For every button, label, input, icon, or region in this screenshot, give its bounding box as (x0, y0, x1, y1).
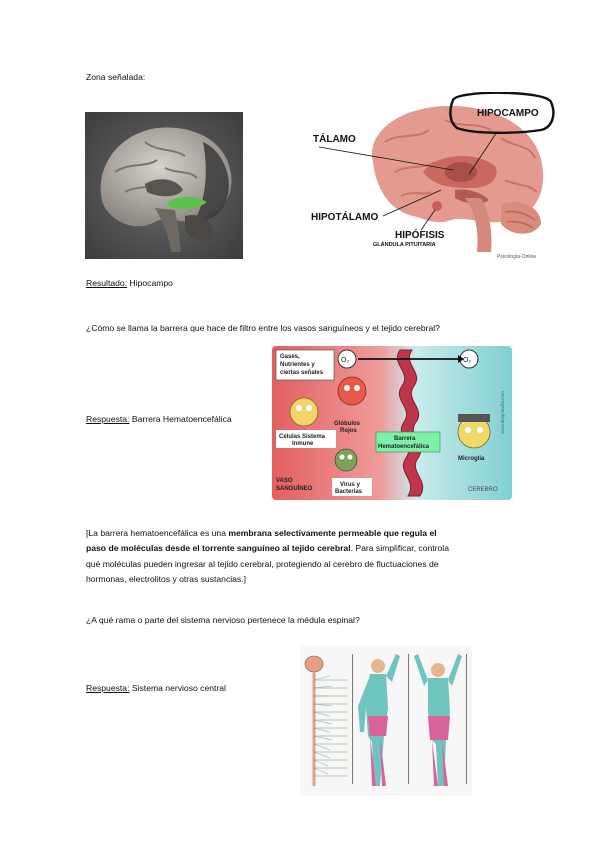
result-value: Hipocampo (127, 278, 173, 288)
para-l2b: . Para simplificar, controla (350, 543, 449, 554)
bbb-vaso-1: VASO (276, 478, 293, 484)
para-l4: hormonas, electrolitos y otras sustancias.] (86, 573, 247, 584)
brain-3d-image (85, 112, 243, 259)
brain-anatomy-diagram (305, 92, 555, 262)
bbb-celulas-2: Inmune (292, 441, 314, 447)
answer-2-label: Respuesta: (86, 683, 130, 693)
bbb-globulos-1: Glóbulos (334, 421, 360, 427)
answer-1-label: Respuesta: (86, 414, 130, 424)
bbb-globulos-2: Rojos (340, 428, 357, 434)
result-line (86, 278, 173, 288)
bbb-barrera-1: Barrera (394, 436, 416, 442)
para-l3: qué moléculas pueden ingresar al tejido cerebral, protegiendo al cerebro de fluctuaciones de (86, 558, 439, 569)
answer-2 (86, 683, 226, 693)
bbb-diagram (272, 346, 512, 500)
explanation-paragraph (86, 526, 449, 587)
label-hipocampo: HIPOCAMPO (477, 108, 539, 119)
label-talamo: TÁLAMO (313, 134, 356, 145)
bbb-virus-2: Bacterias (335, 489, 363, 495)
bbb-barrera-2: Hematoencefálica (378, 444, 430, 450)
bbb-vaso-2: SANGUÍNEO (276, 486, 313, 492)
bbb-celulas-1: Células Sistema (279, 434, 326, 440)
brain-watermark: Psicología-Online (497, 254, 537, 260)
bbb-virus-1: Virus y (340, 482, 360, 488)
para-l1b: membrana selectivamente permeable que regula el (228, 528, 437, 538)
dermatome-diagram (300, 646, 472, 796)
bbb-gases-2: Nutrientes y (280, 362, 315, 368)
label-glandula: GLÁNDULA PITUITARIA (373, 242, 436, 248)
answer-1-value: Barrera Hematoencefálica (129, 414, 232, 424)
bbb-gases-1: Gases, (280, 354, 300, 360)
bbb-watermark: www.diegolavilla.com (500, 391, 505, 434)
zone-label: Zona señalada: (86, 72, 146, 82)
result-label: Resultado: (86, 278, 128, 288)
label-hipotalamo: HIPOTÁLAMO (311, 212, 379, 223)
answer-2-value: Sistema nervioso central (129, 683, 226, 693)
para-l1a: [La barrera hematoencefálica es una (86, 528, 229, 538)
question-1: ¿Cómo se llama la barrera que hace de filtro entre los vasos sanguíneos y el tejido cerebral? (86, 323, 440, 333)
answer-1 (86, 414, 232, 424)
bbb-gases-3: ciertas señales (280, 370, 324, 376)
bbb-o2-right: O₂ (463, 357, 472, 364)
label-hipofisis: HIPÓFISIS (395, 230, 445, 241)
bbb-microglia: Microglía (458, 456, 485, 462)
question-2: ¿A qué rama o parte del sistema nervioso pertenece la médula espinal? (86, 615, 360, 625)
bbb-o2-left: O₂ (341, 357, 350, 364)
bbb-cerebro: CEREBRO (468, 487, 498, 493)
para-l2a: paso de moléculas desde el torrente sanguíneo al tejido cerebral (86, 543, 351, 554)
